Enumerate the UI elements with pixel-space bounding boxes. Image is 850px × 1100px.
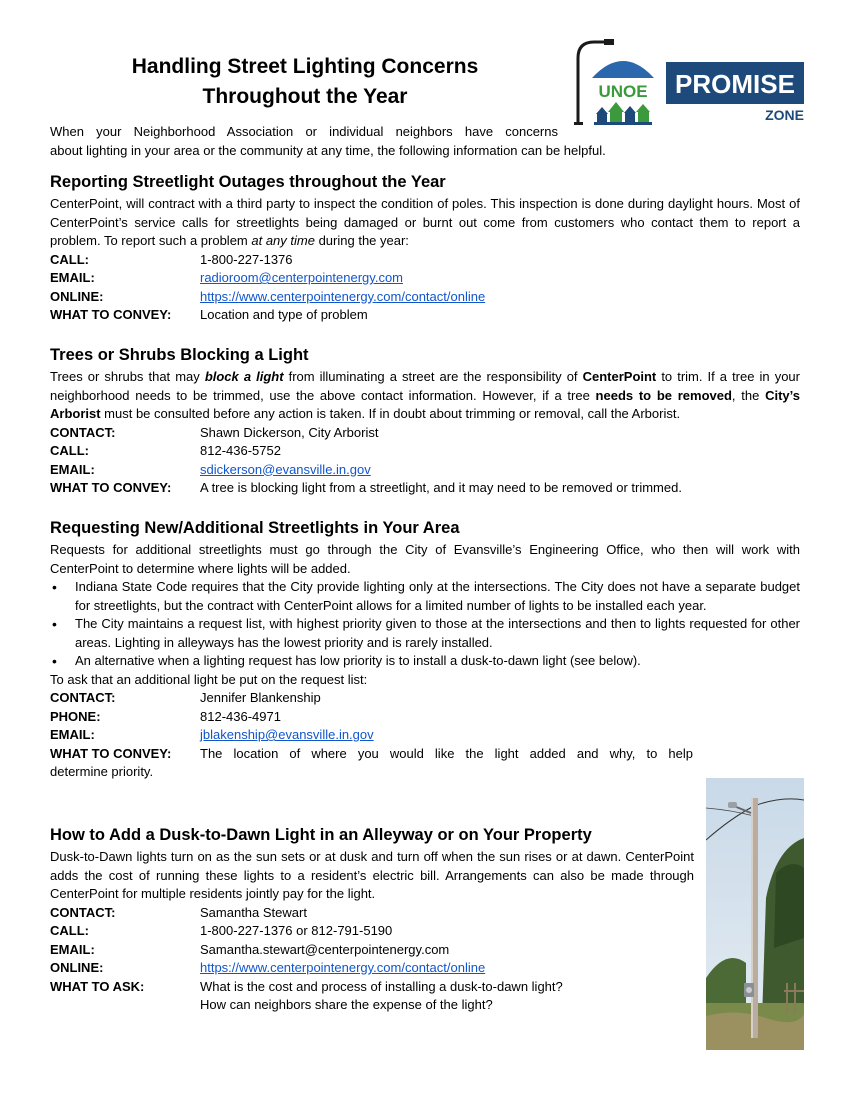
contact-row <box>50 689 800 708</box>
logo-group <box>568 36 808 128</box>
contact-row <box>50 904 694 923</box>
bullet-list <box>50 578 800 671</box>
convey-row <box>50 479 800 498</box>
call-value: 1-800-227-1376 or 812-791-5190 <box>200 923 393 938</box>
convey-row <box>50 745 693 764</box>
utility-pole-illustration <box>706 778 804 1050</box>
body-text: during the year: <box>314 233 409 248</box>
contact-value: Shawn Dickerson, City Arborist <box>200 424 379 440</box>
ask-row <box>50 978 694 1015</box>
convey-value: A tree is blocking light from a streetlight, and it may need to be removed or trimmed. <box>200 480 682 495</box>
online-link[interactable]: https://www.centerpointenergy.com/contact/online <box>200 288 486 304</box>
ask-line: To ask that an additional light be put on the request list: <box>50 671 368 687</box>
call-label: CALL: <box>50 251 89 267</box>
section-heading: Reporting Streetlight Outages throughout the Year <box>50 173 446 191</box>
promise-zone-logo <box>666 62 804 123</box>
convey-label: WHAT TO CONVEY: <box>50 307 172 322</box>
intro-line-1: When your Neighborhood Association or individual neighbors have concerns <box>50 124 558 139</box>
title-line-1: Handling Street Lighting Concerns <box>131 55 479 78</box>
body-text: must be consulted before any action is taken. If in doubt about trimming or removal, call the Arborist. <box>100 406 681 421</box>
online-link[interactable]: https://www.centerpointenergy.com/contact/online <box>200 960 486 975</box>
body-emphasis: needs to be removed <box>595 387 732 403</box>
bullet-item: • Indiana State Code requires that the City provide lighting only at the intersections. The City does not have a separate budget for streetlights, but the contract with CenterPoint allows for a limited number of lights to be installed each year. <box>50 578 800 615</box>
ask-question-2: How can neighbors share the expense of the light? <box>200 997 493 1012</box>
section-heading: How to Add a Dusk-to-Dawn Light in an Alleyway or on Your Property <box>50 826 592 844</box>
convey-label: WHAT TO CONVEY: <box>50 480 172 495</box>
contact-row <box>50 424 800 443</box>
page-title <box>95 52 515 112</box>
ask-questions <box>200 978 694 1015</box>
call-row <box>50 922 694 941</box>
zone-logo-text: ZONE <box>765 107 804 123</box>
bullet-item: • An alternative when a lighting request has low priority is to install a dusk-to-dawn light (see below). <box>50 652 800 671</box>
body-emphasis: block a light <box>204 369 284 384</box>
call-value: 1-800-227-1376 <box>200 251 293 267</box>
call-row <box>50 251 800 270</box>
section-dusk-to-dawn <box>50 824 694 1015</box>
intro-line-2: about lighting in your area or the community at any time, the following information can be helpful. <box>50 143 606 158</box>
unoe-logo-text: UNOE <box>598 82 648 101</box>
email-label: EMAIL: <box>50 941 95 957</box>
logos-svg <box>568 36 808 128</box>
call-label: CALL: <box>50 923 89 938</box>
contact-value: Jennifer Blankenship <box>200 690 321 705</box>
body-text: , the <box>731 387 766 403</box>
email-link[interactable]: jblakenship@evansville.in.gov <box>200 727 374 742</box>
title-line-2: Throughout the Year <box>202 85 408 108</box>
phone-label: PHONE: <box>50 708 101 724</box>
email-row <box>50 941 694 960</box>
body-text: Trees or shrubs that may <box>50 369 205 384</box>
section-body: Dusk-to-Dawn lights turn on as the sun sets or at dusk and turn off when the sun rises or at dawn. CenterPoint adds the cost of running these lights to a resident’s electric bill. Arrangements can also be made through CenterPoint for multiple residents jointly pay for the light. <box>50 849 694 901</box>
convey-value-continued: determine priority. <box>50 764 154 779</box>
body-emphasis: at any time <box>251 233 315 248</box>
email-link[interactable]: radioroom@centerpointenergy.com <box>200 270 403 285</box>
unoe-logo <box>574 39 654 125</box>
convey-value: Location and type of problem <box>200 307 368 322</box>
section-heading: Trees or Shrubs Blocking a Light <box>50 346 309 364</box>
online-label: ONLINE: <box>50 960 104 975</box>
phone-row <box>50 708 800 727</box>
contact-label: CONTACT: <box>50 904 116 920</box>
body-text: to trim. If a tree in your neighborhood needs to be trimmed, use the above contact information. However, if a tree <box>50 369 800 403</box>
email-label: EMAIL: <box>50 461 95 477</box>
email-row <box>50 269 800 288</box>
body-emphasis: City’s Arborist <box>50 387 800 421</box>
intro-paragraph <box>50 122 800 160</box>
call-label: CALL: <box>50 443 89 458</box>
contact-value: Samantha Stewart <box>200 904 307 920</box>
email-label: EMAIL: <box>50 727 95 742</box>
section-trees-blocking <box>50 344 800 498</box>
convey-value: The location of where you would like the light added and why, to help <box>200 745 693 761</box>
email-row <box>50 726 800 745</box>
section-body: Requests for additional streetlights must go through the City of Evansville’s Engineering Office, who then will work with CenterPoint to determine where lights will be added. <box>50 542 800 576</box>
bullet-item: • The City maintains a request list, with highest priority given to those at the intersections and then to lights requested for other areas. Lighting in alleyways has the lowest priority and is rarely installed. <box>50 615 800 652</box>
section-body <box>50 368 800 424</box>
email-value: Samantha.stewart@centerpointenergy.com <box>200 941 450 957</box>
body-emphasis: CenterPoint <box>582 369 657 384</box>
section-heading: Requesting New/Additional Streetlights in Your Area <box>50 519 460 537</box>
online-row <box>50 959 694 978</box>
online-row <box>50 288 800 307</box>
promise-logo-text: PROMISE <box>675 69 795 99</box>
utility-pole-photo <box>706 778 804 1050</box>
email-row <box>50 461 800 480</box>
online-label: ONLINE: <box>50 288 104 304</box>
ask-question-1: What is the cost and process of installing a dusk-to-dawn light? <box>200 978 563 994</box>
section-requesting-streetlights <box>50 517 800 782</box>
section-reporting-outages <box>50 171 800 325</box>
email-link[interactable]: sdickerson@evansville.in.gov <box>200 461 371 477</box>
phone-value: 812-436-4971 <box>200 708 281 724</box>
convey-label: WHAT TO CONVEY: <box>50 745 172 761</box>
call-row <box>50 442 800 461</box>
contact-label: CONTACT: <box>50 690 116 705</box>
ask-label: WHAT TO ASK: <box>50 978 145 994</box>
convey-row <box>50 306 800 325</box>
section-body <box>50 195 800 251</box>
body-text: CenterPoint, will contract with a third party to inspect the condition of poles. This inspection is done during daylight hours. Most of CenterPoint’s service calls for streetlights being damaged or burnt out come from customers who contact them to report a problem. To report such a problem <box>50 196 800 248</box>
call-value: 812-436-5752 <box>200 443 281 458</box>
body-text: from illuminating a street are the responsibility of <box>283 369 583 384</box>
contact-label: CONTACT: <box>50 424 116 440</box>
email-label: EMAIL: <box>50 270 95 285</box>
